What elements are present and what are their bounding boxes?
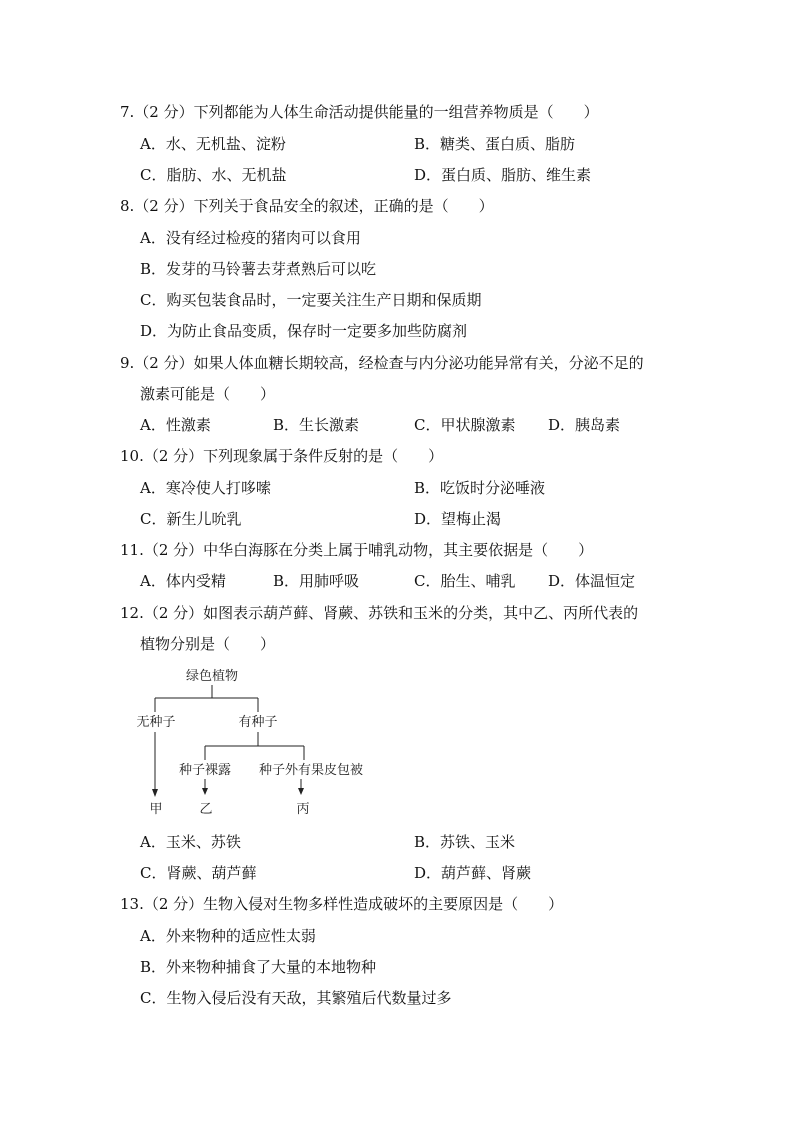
node-naked-seed: 种子裸露 <box>178 763 232 778</box>
question-10-option-b: B．吃饭时分泌唾液 <box>414 479 546 497</box>
question-8-option-a: A．没有经过检疫的猪肉可以食用 <box>140 229 361 247</box>
question-13-option-a: A．外来物种的适应性太弱 <box>140 927 316 945</box>
question-13-stem: 13.（2 分）生物入侵对生物多样性造成破坏的主要原因是（ ） <box>120 895 564 913</box>
question-10-option-c: C．新生儿吮乳 <box>140 510 242 528</box>
question-12-stem-line2: 植物分别是（ ） <box>140 635 276 653</box>
question-11-option-c: C．胎生、哺乳 <box>414 572 516 590</box>
question-10-option-d: D．望梅止渴 <box>414 510 502 528</box>
question-9-option-c: C．甲状腺激素 <box>414 416 516 434</box>
plant-classification-diagram <box>120 660 420 820</box>
question-9-option-a: A．性激素 <box>140 416 211 434</box>
question-7-option-a: A．水、无机盐、淀粉 <box>140 135 286 153</box>
leaf-bing: 丙 <box>296 802 310 817</box>
question-8-option-d: D．为防止食品变质，保存时一定要多加些防腐剂 <box>140 322 468 340</box>
question-11-option-d: D．体温恒定 <box>548 572 636 590</box>
question-9-option-d: D．胰岛素 <box>548 416 621 434</box>
question-12-option-b: B．苏铁、玉米 <box>414 833 516 851</box>
question-8-option-c: C．购买包装食品时，一定要关注生产日期和保质期 <box>140 291 482 309</box>
question-9-stem-line1: 9.（2 分）如果人体血糖长期较高，经检查与内分泌功能异常有关，分泌不足的 <box>120 354 644 372</box>
question-10-stem: 10.（2 分）下列现象属于条件反射的是（ ） <box>120 447 444 465</box>
question-13-option-c: C．生物入侵后没有天敌，其繁殖后代数量过多 <box>140 989 452 1007</box>
question-7-option-c: C．脂肪、水、无机盐 <box>140 166 287 184</box>
node-green-plants: 绿色植物 <box>185 669 239 684</box>
node-no-seed: 无种子 <box>136 715 176 730</box>
question-7-stem: 7.（2 分）下列都能为人体生命活动提供能量的一组营养物质是（ ） <box>120 103 599 121</box>
question-8-option-b: B．发芽的马铃薯去芽煮熟后可以吃 <box>140 260 377 278</box>
classification-tree-svg <box>120 660 420 820</box>
arrowhead-yi <box>202 788 208 795</box>
question-13-option-b: B．外来物种捕食了大量的本地物种 <box>140 958 377 976</box>
question-12-stem-line1: 12.（2 分）如图表示葫芦藓、肾蕨、苏铁和玉米的分类，其中乙、丙所代表的 <box>120 604 639 622</box>
question-11-stem: 11.（2 分）中华白海豚在分类上属于哺乳动物，其主要依据是（ ） <box>120 541 594 559</box>
arrowhead-bing <box>298 788 304 795</box>
node-has-seed: 有种子 <box>238 715 278 730</box>
leaf-jia: 甲 <box>149 802 163 817</box>
question-7-option-d: D．蛋白质、脂肪、维生素 <box>414 166 592 184</box>
question-8-stem: 8.（2 分）下列关于食品安全的叙述，正确的是（ ） <box>120 197 494 215</box>
node-covered-seed: 种子外有果皮包被 <box>258 763 364 778</box>
question-9-stem-line2: 激素可能是（ ） <box>140 385 276 403</box>
question-9-option-b: B．生长激素 <box>273 416 360 434</box>
question-11-option-a: A．体内受精 <box>140 572 226 590</box>
question-12-option-a: A．玉米、苏铁 <box>140 833 241 851</box>
arrowhead-jia <box>152 789 158 797</box>
question-12-option-c: C．肾蕨、葫芦藓 <box>140 864 257 882</box>
question-7-option-b: B．糖类、蛋白质、脂肪 <box>414 135 576 153</box>
question-12-option-d: D．葫芦藓、肾蕨 <box>414 864 532 882</box>
question-11-option-b: B．用肺呼吸 <box>273 572 360 590</box>
question-10-option-a: A．寒冷使人打哆嗦 <box>140 479 271 497</box>
leaf-yi: 乙 <box>199 802 213 817</box>
